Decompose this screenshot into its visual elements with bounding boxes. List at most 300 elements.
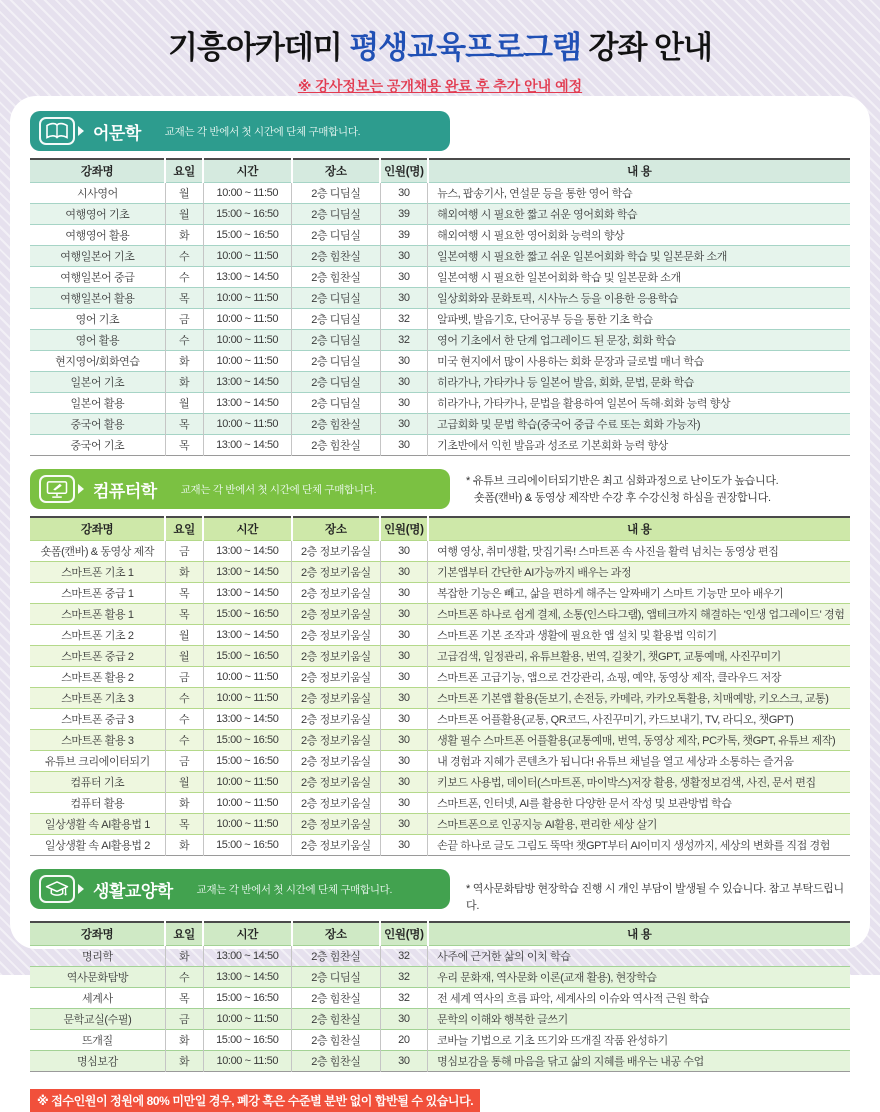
course-row xyxy=(30,709,850,730)
course-name: 스마트폰 중급 2 xyxy=(30,646,165,667)
course-row xyxy=(30,541,850,562)
section-head xyxy=(30,869,850,914)
course-row xyxy=(30,372,850,393)
description: 여행 영상, 취미생활, 맛집기록! 스마트폰 속 사진을 활력 넘치는 동영상 편집 xyxy=(428,541,850,562)
book-icon xyxy=(39,117,75,145)
day: 목 xyxy=(165,988,203,1009)
room: 2층 정보키움실 xyxy=(292,604,381,625)
section-title: 어문학 xyxy=(93,123,141,143)
day: 월 xyxy=(165,625,203,646)
course-row xyxy=(30,835,850,856)
footer-note: ※ 접수인원이 정원에 80% 미만일 경우, 폐강 혹은 수준별 분반 없이 합반될 수 있습니다. xyxy=(30,1089,480,1112)
table-body xyxy=(30,541,850,856)
section-side-note: * 유튜브 크리에이터되기반은 최고 심화과정으로 난이도가 높습니다. 숏폼(캔바) & 동영상 제작반 수강 후 수강신청 하심을 권장합니다. xyxy=(466,475,779,504)
course-name: 컴퓨터 기초 xyxy=(30,772,165,793)
time: 15:00 ~ 16:50 xyxy=(203,225,292,246)
day: 수 xyxy=(165,730,203,751)
room: 2층 정보키움실 xyxy=(292,625,381,646)
course-row xyxy=(30,751,850,772)
room: 2층 디딤실 xyxy=(292,183,381,204)
table-body xyxy=(30,183,850,456)
section-note: 교재는 각 반에서 첫 시간에 단체 구매합니다. xyxy=(164,125,361,138)
description: 히라가나, 가타카나 등 일본어 발음, 회화, 문법, 문화 학습 xyxy=(428,372,850,393)
course-row xyxy=(30,946,850,967)
content-panel xyxy=(10,96,870,1108)
time: 13:00 ~ 14:50 xyxy=(203,541,292,562)
course-name: 여행영어 기초 xyxy=(30,204,165,225)
time: 10:00 ~ 11:50 xyxy=(203,793,292,814)
table-body xyxy=(30,946,850,1072)
section-title: 컴퓨터학 xyxy=(93,481,157,501)
course-row xyxy=(30,583,850,604)
time: 10:00 ~ 11:50 xyxy=(203,667,292,688)
section-badge xyxy=(30,869,450,909)
time: 15:00 ~ 16:50 xyxy=(203,751,292,772)
time: 13:00 ~ 14:50 xyxy=(203,709,292,730)
description: 스마트폰 고급기능, 앱으로 건강관리, 쇼핑, 예약, 동영상 제작, 클라우드 저장 xyxy=(428,667,850,688)
column-header-course-name: 강좌명 xyxy=(30,922,165,946)
day: 월 xyxy=(165,393,203,414)
description: 스마트폰 어플활용(교통, QR코드, 사진꾸미기, 카드보내기, TV, 라디오, 챗GPT) xyxy=(428,709,850,730)
course-name: 문학교실(수필) xyxy=(30,1009,165,1030)
room: 2층 디딤실 xyxy=(292,967,381,988)
time: 15:00 ~ 16:50 xyxy=(203,730,292,751)
header-row xyxy=(30,159,850,183)
course-name: 영어 기초 xyxy=(30,309,165,330)
time: 10:00 ~ 11:50 xyxy=(203,814,292,835)
column-header-description: 내 용 xyxy=(428,517,850,541)
capacity: 30 xyxy=(380,541,428,562)
course-name: 스마트폰 활용 2 xyxy=(30,667,165,688)
room: 2층 정보키움실 xyxy=(292,667,381,688)
time: 10:00 ~ 11:50 xyxy=(203,688,292,709)
day: 목 xyxy=(165,604,203,625)
course-row xyxy=(30,183,850,204)
room: 2층 힘찬실 xyxy=(292,1030,381,1051)
time: 10:00 ~ 11:50 xyxy=(203,183,292,204)
day: 금 xyxy=(165,667,203,688)
description: 생활 필수 스마트폰 어플활용(교통예매, 번역, 동영상 제작, PC카톡, 챗GPT, 유튜브 제작) xyxy=(428,730,850,751)
column-header-room: 장소 xyxy=(292,159,381,183)
course-row xyxy=(30,1051,850,1072)
course-name: 스마트폰 활용 3 xyxy=(30,730,165,751)
time: 15:00 ~ 16:50 xyxy=(203,646,292,667)
course-name: 명심보감 xyxy=(30,1051,165,1072)
capacity: 32 xyxy=(380,967,428,988)
capacity: 30 xyxy=(380,351,428,372)
capacity: 20 xyxy=(380,1030,428,1051)
time: 15:00 ~ 16:50 xyxy=(203,204,292,225)
time: 15:00 ~ 16:50 xyxy=(203,988,292,1009)
day: 수 xyxy=(165,967,203,988)
course-row xyxy=(30,267,850,288)
day: 화 xyxy=(165,835,203,856)
time: 10:00 ~ 11:50 xyxy=(203,309,292,330)
room: 2층 정보키움실 xyxy=(292,772,381,793)
time: 13:00 ~ 14:50 xyxy=(203,393,292,414)
room: 2층 디딤실 xyxy=(292,225,381,246)
room: 2층 정보키움실 xyxy=(292,730,381,751)
course-row xyxy=(30,814,850,835)
course-name: 여행일본어 중급 xyxy=(30,267,165,288)
capacity: 30 xyxy=(380,372,428,393)
day: 금 xyxy=(165,1009,203,1030)
room: 2층 정보키움실 xyxy=(292,583,381,604)
time: 13:00 ~ 14:50 xyxy=(203,967,292,988)
room: 2층 정보키움실 xyxy=(292,835,381,856)
course-row xyxy=(30,625,850,646)
course-name: 명리학 xyxy=(30,946,165,967)
time: 13:00 ~ 14:50 xyxy=(203,946,292,967)
description: 고급회화 및 문법 학습(중국어 중급 수료 또는 회화 가능자) xyxy=(428,414,850,435)
room: 2층 디딤실 xyxy=(292,372,381,393)
course-row xyxy=(30,330,850,351)
time: 13:00 ~ 14:50 xyxy=(203,562,292,583)
table-head xyxy=(30,159,850,183)
course-row xyxy=(30,414,850,435)
description: 해외여행 시 필요한 짧고 쉬운 영어회화 학습 xyxy=(428,204,850,225)
room: 2층 정보키움실 xyxy=(292,814,381,835)
room: 2층 힘찬실 xyxy=(292,267,381,288)
description: 문학의 이해와 행복한 글쓰기 xyxy=(428,1009,850,1030)
day: 월 xyxy=(165,204,203,225)
column-header-room: 장소 xyxy=(292,922,381,946)
course-row xyxy=(30,988,850,1009)
column-header-day: 요일 xyxy=(165,922,203,946)
course-row xyxy=(30,204,850,225)
description: 전 세계 역사의 흐름 파악, 세계사의 이슈와 역사적 근원 학습 xyxy=(428,988,850,1009)
column-header-time: 시간 xyxy=(203,159,292,183)
room: 2층 힘찬실 xyxy=(292,1051,381,1072)
section-head xyxy=(30,469,850,509)
course-name: 세계사 xyxy=(30,988,165,1009)
day: 목 xyxy=(165,414,203,435)
room: 2층 정보키움실 xyxy=(292,541,381,562)
room: 2층 정보키움실 xyxy=(292,688,381,709)
page-subtitle: ※ 강사정보는 공개채용 완료 후 추가 안내 예정 xyxy=(297,78,583,94)
course-section xyxy=(30,469,850,856)
room: 2층 디딤실 xyxy=(292,309,381,330)
description: 키보드 사용법, 데이터(스마트폰, 마이박스)저장 활용, 생활정보검색, 사진, 문서 편집 xyxy=(428,772,850,793)
capacity: 32 xyxy=(380,988,428,1009)
course-name: 스마트폰 중급 3 xyxy=(30,709,165,730)
course-name: 시사영어 xyxy=(30,183,165,204)
course-section xyxy=(30,111,850,456)
capacity: 32 xyxy=(380,330,428,351)
time: 10:00 ~ 11:50 xyxy=(203,288,292,309)
room: 2층 디딤실 xyxy=(292,330,381,351)
description: 우리 문화재, 역사문화 이론(교재 활용), 현장학습 xyxy=(428,967,850,988)
time: 15:00 ~ 16:50 xyxy=(203,1030,292,1051)
course-name: 뜨개질 xyxy=(30,1030,165,1051)
capacity: 30 xyxy=(380,730,428,751)
column-header-day: 요일 xyxy=(165,159,203,183)
day: 금 xyxy=(165,309,203,330)
course-name: 역사문화탐방 xyxy=(30,967,165,988)
course-row xyxy=(30,730,850,751)
description: 영어 기초에서 한 단계 업그레이드 된 문장, 회화 학습 xyxy=(428,330,850,351)
room: 2층 힘찬실 xyxy=(292,1009,381,1030)
chevron-right-icon xyxy=(78,126,84,136)
course-row xyxy=(30,646,850,667)
description: 뉴스, 팝송기사, 연설문 등을 통한 영어 학습 xyxy=(428,183,850,204)
capacity: 30 xyxy=(380,1051,428,1072)
room: 2층 정보키움실 xyxy=(292,793,381,814)
course-name: 스마트폰 기초 2 xyxy=(30,625,165,646)
column-header-room: 장소 xyxy=(292,517,381,541)
column-header-time: 시간 xyxy=(203,517,292,541)
course-name: 중국어 기초 xyxy=(30,435,165,456)
course-section xyxy=(30,869,850,1072)
description: 복잡한 기능은 빼고, 삶을 편하게 해주는 알짜배기 스마트 기능만 모아 배우기 xyxy=(428,583,850,604)
description: 일본여행 시 필요한 일본어회화 학습 및 일본문화 소개 xyxy=(428,267,850,288)
capacity: 30 xyxy=(380,772,428,793)
description: 알파벳, 발음기호, 단어공부 등을 통한 기초 학습 xyxy=(428,309,850,330)
capacity: 30 xyxy=(380,688,428,709)
capacity: 30 xyxy=(380,562,428,583)
description: 히라가나, 가타카나, 문법을 활용하여 일본어 독해·회화 능력 향상 xyxy=(428,393,850,414)
course-name: 스마트폰 활용 1 xyxy=(30,604,165,625)
course-row xyxy=(30,793,850,814)
day: 화 xyxy=(165,562,203,583)
header-row xyxy=(30,922,850,946)
capacity: 30 xyxy=(380,751,428,772)
column-header-course-name: 강좌명 xyxy=(30,517,165,541)
day: 수 xyxy=(165,246,203,267)
day: 목 xyxy=(165,288,203,309)
day: 목 xyxy=(165,435,203,456)
capacity: 39 xyxy=(380,204,428,225)
course-name: 영어 활용 xyxy=(30,330,165,351)
capacity: 30 xyxy=(380,646,428,667)
course-name: 유튜브 크리에이터되기 xyxy=(30,751,165,772)
description: 일본여행 시 필요한 짧고 쉬운 일본어회화 학습 및 일본문화 소개 xyxy=(428,246,850,267)
section-badge xyxy=(30,469,450,509)
capacity: 30 xyxy=(380,393,428,414)
capacity: 30 xyxy=(380,583,428,604)
column-header-description: 내 용 xyxy=(428,159,850,183)
course-name: 여행일본어 기초 xyxy=(30,246,165,267)
capacity: 30 xyxy=(380,435,428,456)
capacity: 30 xyxy=(380,267,428,288)
course-name: 스마트폰 중급 1 xyxy=(30,583,165,604)
capacity: 30 xyxy=(380,835,428,856)
section-note: 교재는 각 반에서 첫 시간에 단체 구매합니다. xyxy=(180,483,377,496)
course-table xyxy=(30,921,850,1072)
room: 2층 힘찬실 xyxy=(292,414,381,435)
table-head xyxy=(30,922,850,946)
course-name: 스마트폰 기초 3 xyxy=(30,688,165,709)
column-header-day: 요일 xyxy=(165,517,203,541)
time: 13:00 ~ 14:50 xyxy=(203,625,292,646)
course-row xyxy=(30,667,850,688)
room: 2층 정보키움실 xyxy=(292,562,381,583)
course-row xyxy=(30,772,850,793)
day: 금 xyxy=(165,751,203,772)
day: 월 xyxy=(165,772,203,793)
room: 2층 디딤실 xyxy=(292,351,381,372)
day: 목 xyxy=(165,814,203,835)
capacity: 30 xyxy=(380,709,428,730)
course-row xyxy=(30,688,850,709)
column-header-time: 시간 xyxy=(203,922,292,946)
section-side-note: * 역사문화탐방 현장학습 진행 시 개인 부담이 발생될 수 있습니다. 참고 부탁드립니다. xyxy=(466,883,844,912)
day: 수 xyxy=(165,330,203,351)
time: 10:00 ~ 11:50 xyxy=(203,330,292,351)
room: 2층 힘찬실 xyxy=(292,246,381,267)
title-highlight: 평생교육프로그램 xyxy=(349,30,581,65)
course-name: 중국어 활용 xyxy=(30,414,165,435)
description: 스마트폰 기본 조작과 생활에 필요한 앱 설치 및 활용법 익히기 xyxy=(428,625,850,646)
room: 2층 힘찬실 xyxy=(292,946,381,967)
section-note: 교재는 각 반에서 첫 시간에 단체 구매합니다. xyxy=(196,883,393,896)
course-name: 여행영어 활용 xyxy=(30,225,165,246)
description: 일상회화와 문화토픽, 시사뉴스 등을 이용한 응용학습 xyxy=(428,288,850,309)
description: 스마트폰으로 인공지능 AI활용, 편리한 세상 살기 xyxy=(428,814,850,835)
room: 2층 정보키움실 xyxy=(292,646,381,667)
description: 미국 현지에서 많이 사용하는 회화 문장과 글로벌 매너 학습 xyxy=(428,351,850,372)
time: 13:00 ~ 14:50 xyxy=(203,583,292,604)
column-header-course-name: 강좌명 xyxy=(30,159,165,183)
course-row xyxy=(30,309,850,330)
course-row xyxy=(30,562,850,583)
day: 월 xyxy=(165,183,203,204)
section-title: 생활교양학 xyxy=(93,881,173,901)
course-row xyxy=(30,288,850,309)
course-name: 일상생활 속 AI활용법 1 xyxy=(30,814,165,835)
room: 2층 디딤실 xyxy=(292,393,381,414)
time: 15:00 ~ 16:50 xyxy=(203,835,292,856)
time: 10:00 ~ 11:50 xyxy=(203,1051,292,1072)
day: 화 xyxy=(165,946,203,967)
capacity: 30 xyxy=(380,288,428,309)
capacity: 30 xyxy=(380,814,428,835)
time: 13:00 ~ 14:50 xyxy=(203,372,292,393)
capacity: 30 xyxy=(380,1009,428,1030)
day: 목 xyxy=(165,583,203,604)
time: 15:00 ~ 16:50 xyxy=(203,604,292,625)
course-row xyxy=(30,1030,850,1051)
capacity: 30 xyxy=(380,246,428,267)
time: 10:00 ~ 11:50 xyxy=(203,246,292,267)
course-row xyxy=(30,604,850,625)
section-badge xyxy=(30,111,450,151)
masthead xyxy=(0,0,880,96)
course-row xyxy=(30,1009,850,1030)
room: 2층 힘찬실 xyxy=(292,435,381,456)
day: 화 xyxy=(165,372,203,393)
course-name: 숏폼(캔바) & 동영상 제작 xyxy=(30,541,165,562)
course-name: 현지영어/회화연습 xyxy=(30,351,165,372)
course-name: 일본어 기초 xyxy=(30,372,165,393)
capacity: 32 xyxy=(380,946,428,967)
capacity: 39 xyxy=(380,225,428,246)
title-part-2: 강좌 안내 xyxy=(580,30,712,65)
course-name: 여행일본어 활용 xyxy=(30,288,165,309)
day: 화 xyxy=(165,1030,203,1051)
room: 2층 디딤실 xyxy=(292,288,381,309)
description: 내 경험과 지혜가 콘텐츠가 됩니다! 유튜브 채널을 열고 세상과 소통하는 즐거움 xyxy=(428,751,850,772)
capacity: 30 xyxy=(380,793,428,814)
capacity: 32 xyxy=(380,309,428,330)
course-row xyxy=(30,435,850,456)
day: 수 xyxy=(165,267,203,288)
course-table xyxy=(30,158,850,456)
capacity: 30 xyxy=(380,604,428,625)
room: 2층 디딤실 xyxy=(292,204,381,225)
day: 월 xyxy=(165,646,203,667)
day: 화 xyxy=(165,793,203,814)
chevron-right-icon xyxy=(78,484,84,494)
day: 수 xyxy=(165,688,203,709)
column-header-capacity: 인원(명) xyxy=(380,159,428,183)
column-header-capacity: 인원(명) xyxy=(380,922,428,946)
table-head xyxy=(30,517,850,541)
time: 13:00 ~ 14:50 xyxy=(203,435,292,456)
capacity: 30 xyxy=(380,414,428,435)
gradcap-icon xyxy=(39,875,75,903)
capacity: 30 xyxy=(380,183,428,204)
description: 기본앱부터 간단한 AI가능까지 배우는 과정 xyxy=(428,562,850,583)
course-name: 컴퓨터 활용 xyxy=(30,793,165,814)
capacity: 30 xyxy=(380,667,428,688)
day: 수 xyxy=(165,709,203,730)
course-name: 일본어 활용 xyxy=(30,393,165,414)
description: 스마트폰, 인터넷, AI를 활용한 다양한 문서 작성 및 보관방법 학습 xyxy=(428,793,850,814)
chevron-right-icon xyxy=(78,884,84,894)
column-header-capacity: 인원(명) xyxy=(380,517,428,541)
room: 2층 정보키움실 xyxy=(292,751,381,772)
room: 2층 정보키움실 xyxy=(292,709,381,730)
room: 2층 힘찬실 xyxy=(292,988,381,1009)
page-title xyxy=(0,22,880,67)
sections xyxy=(30,111,850,1072)
day: 화 xyxy=(165,1051,203,1072)
time: 10:00 ~ 11:50 xyxy=(203,1009,292,1030)
course-row xyxy=(30,393,850,414)
description: 사주에 근거한 삶의 이치 학습 xyxy=(428,946,850,967)
time: 13:00 ~ 14:50 xyxy=(203,267,292,288)
description: 스마트폰 기본앱 활용(돋보기, 손전등, 카메라, 카카오톡활용, 치매예방, 키오스크, 교통) xyxy=(428,688,850,709)
capacity: 30 xyxy=(380,625,428,646)
time: 10:00 ~ 11:50 xyxy=(203,414,292,435)
course-name: 스마트폰 기초 1 xyxy=(30,562,165,583)
computer-icon xyxy=(39,475,75,503)
description: 손끝 하나로 글도 그림도 뚝딱! 챗GPT부터 AI이미지 생성까지, 세상의 변화를 직접 경험 xyxy=(428,835,850,856)
column-header-description: 내 용 xyxy=(428,922,850,946)
title-part-1: 기흥아카데미 xyxy=(168,30,350,65)
time: 10:00 ~ 11:50 xyxy=(203,772,292,793)
course-table xyxy=(30,516,850,856)
day: 금 xyxy=(165,541,203,562)
description: 고급검색, 일정관리, 유튜브활용, 번역, 길찾기, 챗GPT, 교통예매, 사진꾸미기 xyxy=(428,646,850,667)
description: 명심보감을 통해 마음을 닦고 삶의 지혜를 배우는 내공 수업 xyxy=(428,1051,850,1072)
course-row xyxy=(30,351,850,372)
time: 10:00 ~ 11:50 xyxy=(203,351,292,372)
description: 스마트폰 하나로 쉽게 결제, 소통(인스타그램), 앱테크까지 해결하는 '인생 업그레이드' 경험 xyxy=(428,604,850,625)
day: 화 xyxy=(165,351,203,372)
course-name: 일상생활 속 AI활용법 2 xyxy=(30,835,165,856)
course-row xyxy=(30,225,850,246)
description: 기초반에서 익힌 발음과 성조로 기본회화 능력 향상 xyxy=(428,435,850,456)
day: 화 xyxy=(165,225,203,246)
header-row xyxy=(30,517,850,541)
section-head xyxy=(30,111,850,151)
description: 해외여행 시 필요한 영어회화 능력의 향상 xyxy=(428,225,850,246)
course-row xyxy=(30,246,850,267)
course-row xyxy=(30,967,850,988)
description: 코바늘 기법으로 기초 뜨기와 뜨개질 작품 완성하기 xyxy=(428,1030,850,1051)
